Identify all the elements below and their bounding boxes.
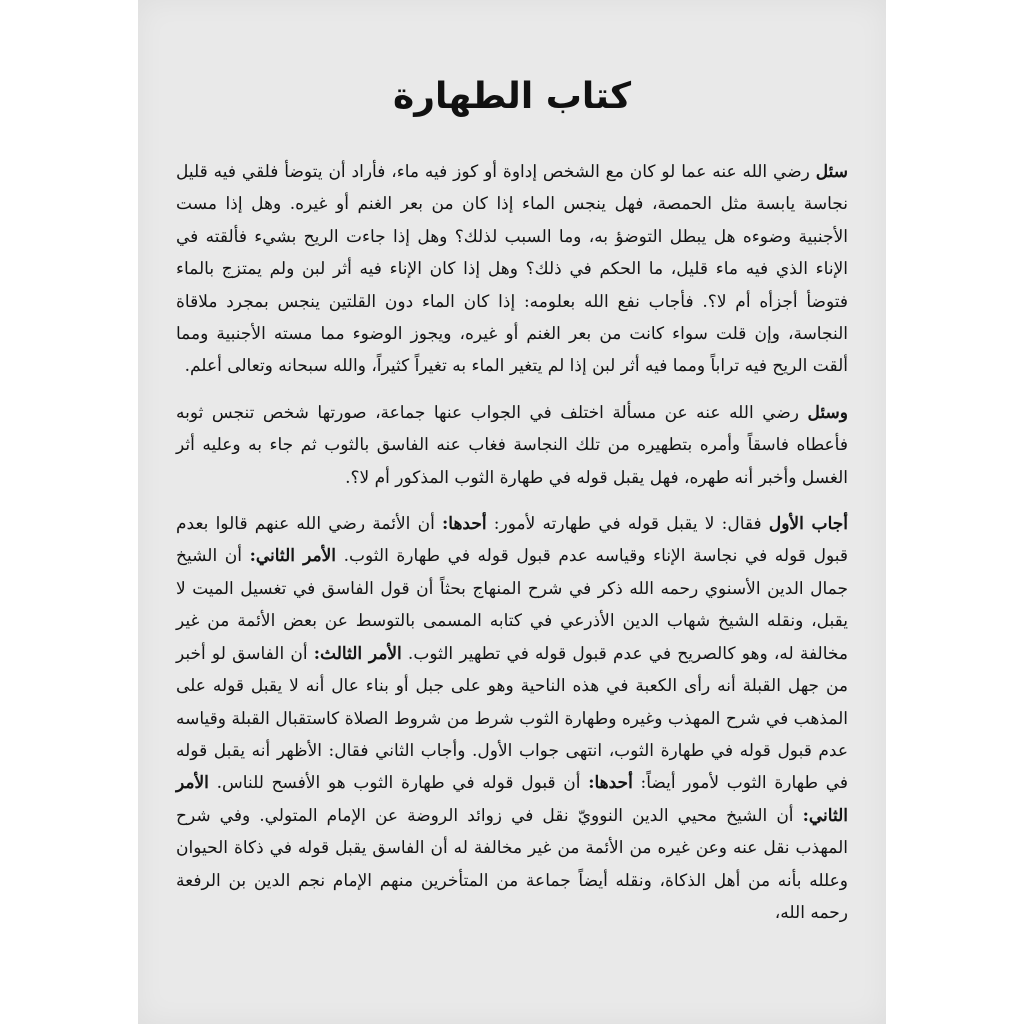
- answer-lead: أجاب الأول: [768, 514, 848, 535]
- answer-text: أن قبول قوله في طهارة الثوب هو الأفسح للناس.: [208, 773, 589, 794]
- point-label: أحدها:: [588, 773, 633, 794]
- point-label: أحدها:: [442, 514, 487, 535]
- answer-text: أن الفاسق لو أخبر من جهل القبلة أنه رأى الكعبة في هذه الناحية وهو على جبل أو بناء عال أنه لا يقبل قوله على المذهب في شرح المهذب وغيره وطهارة الثوب شرط من شروط الصلاة كاستقبال القبلة وقياسه عدم قبول قوله في طهارة الثوب، انتهى جواب الأول. وأجاب الثاني فقال: الأظهر أنه يقبل قوله في طهارة الثوب لأمور أيضاً:: [176, 643, 848, 794]
- book-page: [138, 0, 886, 1024]
- page-title: كتاب الطهارة: [392, 76, 632, 117]
- paragraph-text: رضي الله عنه عما لو كان مع الشخص إداوة أو كوز فيه ماء، فأراد أن يتوضأ فلقي فيه قليل نجاسة يابسة مثل الحمصة، فهل ينجس الماء إذا كان من بعر الغنم أو غيره. وهل إذا مست الأجنبية وضوءه هل يبطل التوضؤ به، وما السبب لذلك؟ وهل إذا جاءت الريح بشيء فألقته في الإناء الذي فيه ماء قليل، ما الحكم في ذلك؟ وهل إذا كان الإناء فيه أثر لبن ولم يمتزج بالماء فتوضأ أجزأه أم لا؟. فأجاب نفع الله بعلومه: إذا كان الماء دون القلتين ينجس بمجرد ملاقاة النجاسة، وإن قلت سواء كانت من بعر الغنم أو غيره، ويجوز الوضوء مما مسته الأجنبية ومما ألقت الريح فيه تراباً ومما فيه أثر لبن إذا لم يتغير الماء به تغيراً كثيراً، والله سبحانه وتعالى أعلم.: [176, 162, 848, 377]
- answer-text: فقال: لا يقبل قوله في طهارته لأمور:: [486, 514, 769, 535]
- question-paragraph-1: [176, 156, 848, 383]
- answer-text: أن الشيخ جمال الدين الأسنوي رحمه الله ذكر في شرح المنهاج بحثاً أن قول الفاسق في تغسيل الميت لا يقبل، ونقله الشيخ شهاب الدين الأذرعي في كتابه المسمى بالتوسط عن بعض الأئمة من غير مخالفة له، وهو كالصريح في عدم قبول قوله في تطهير الثوب.: [176, 546, 848, 664]
- point-label: الأمر الثاني:: [249, 546, 336, 567]
- paragraph-text: رضي الله عنه عن مسألة اختلف في الجواب عنها جماعة، صورتها شخص تنجس ثوبه فأعطاه فاسقاً وأمره بتطهيره من تلك النجاسة فغاب عنه الفاسق بالثوب ثم جاء به وعليه أثر الغسل وأخبر أنه طهره، فهل يقبل قوله في طهارة الثوب المذكور أم لا؟.: [176, 402, 848, 488]
- question-paragraph-2: [176, 397, 848, 494]
- point-label: الأمر الثاني:: [176, 773, 848, 826]
- answer-text: أن الأئمة رضي الله عنهم قالوا بعدم قبول قوله في نجاسة الإناء وقياسه عدم قبول قوله في طهارة الثوب.: [176, 514, 848, 567]
- paragraph-lead: سئل: [815, 162, 848, 182]
- point-label: الأمر الثالث:: [313, 643, 402, 664]
- answer-paragraph: [176, 508, 848, 929]
- page-content: [176, 0, 848, 1024]
- paragraph-lead: وسئل: [807, 402, 848, 423]
- answer-text: أن الشيخ محيي الدين النوويّ نقل في زوائد الروضة عن الإمام المتولي. وفي شرح المهذب نقل عنه وعن غيره من الأئمة من غير مخالفة له أن الفاسق يقبل قوله في ذكاة الحيوان وعلله بأنه من أهل الذكاة، ونقله أيضاً جماعة من المتأخرين منهم الإمام نجم الدين بن الرفعة رحمه الله،: [176, 805, 848, 923]
